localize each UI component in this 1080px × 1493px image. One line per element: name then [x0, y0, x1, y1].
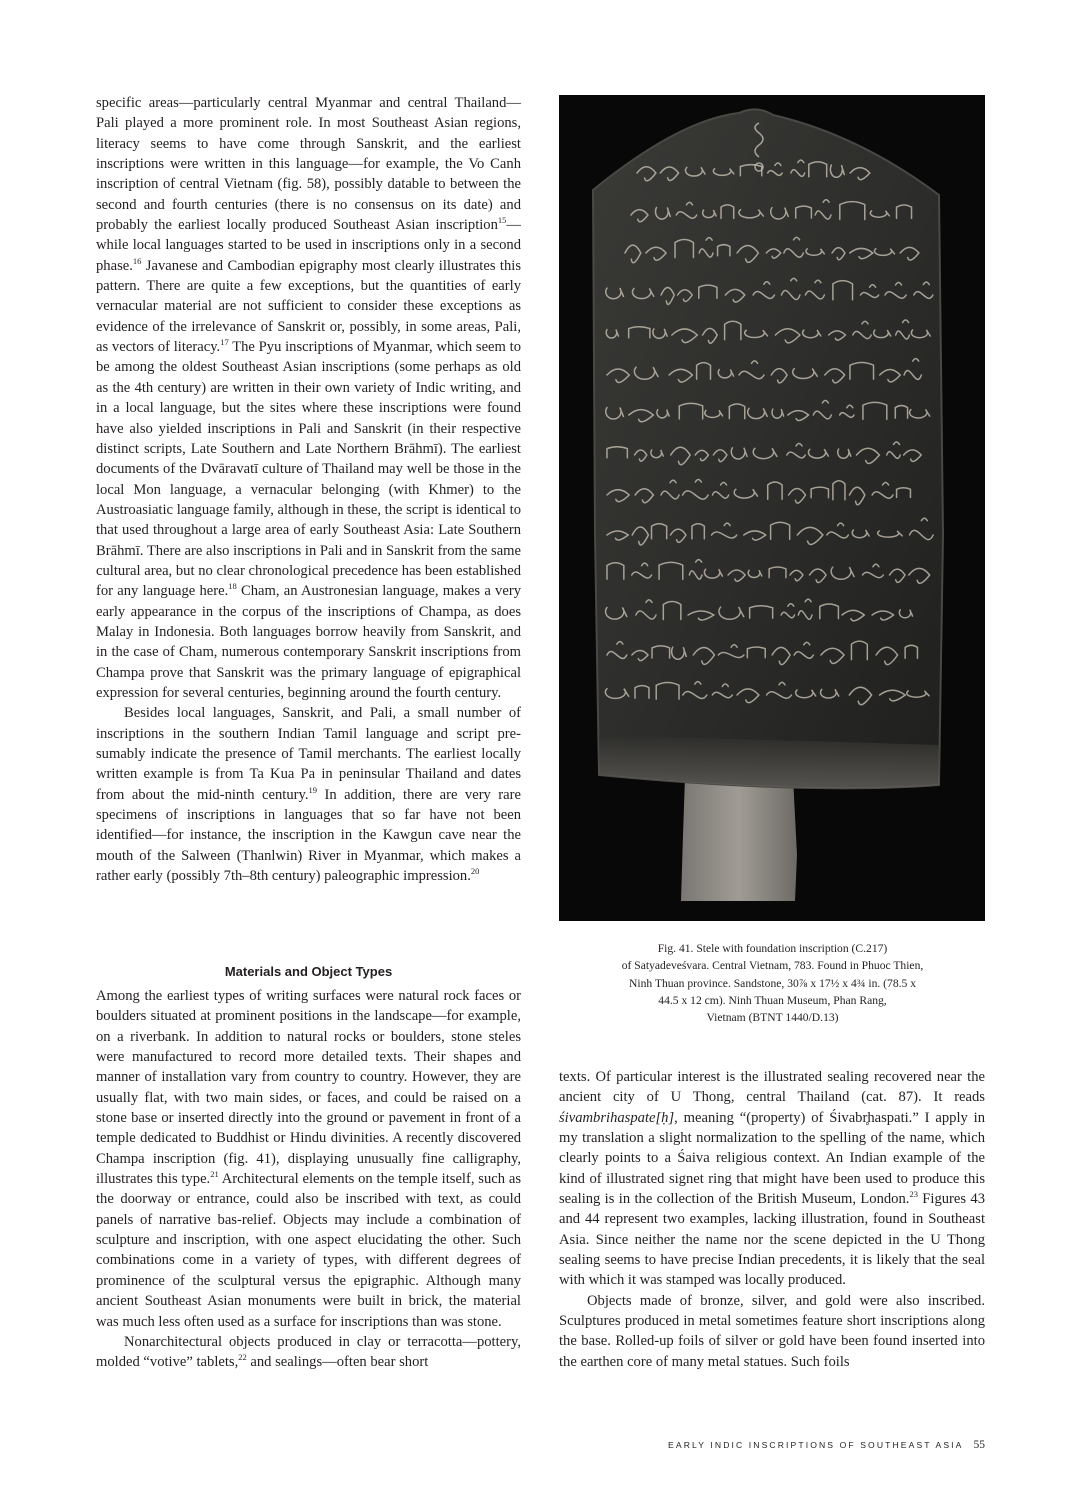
section-heading: Materials and Object Types [224, 964, 393, 979]
endnote-ref: 15 [497, 215, 507, 226]
endnote-ref: 20 [470, 866, 480, 877]
stele-photograph [559, 95, 985, 921]
caption-line: of Satyadeveśvara. Central Vietnam, 783. Found in Phuoc Thien, [621, 959, 924, 973]
page-number: 55 [973, 1439, 985, 1451]
figure-caption [575, 940, 970, 1026]
body-paragraph: texts. Of particular interest is the illustrated sealing recovered near the ancient city of U Thong, central Thailand (cat. 87). It reads śivambrihaspate[ḥ], meaning “(property) of Śivabr̥haspati.” I apply in my translation a slight normalization to the spelling of the name, which clearly points to a Śaiva religious context. An Indian example of the kind of illustrated signet ring that might have been used to produce this sealing is in the collection of the British Museum, London.$^{23}$ Figures 43 and 44 represent two examples, lacking illustration, found in Southeast Asia. Since neither the name nor the scene depicted in the U Thong sealing seems to have precise Indian precedents, it is likely that the seal with which it was stamped was locally produced. [559, 1069, 986, 1289]
body-paragraph: Nonarchitectural objects produced in clay or terracotta—pottery, molded “votive” tablets,$^{22}$ and sealings—often bear short [96, 1333, 521, 1371]
body-paragraph: Objects made of bronze, silver, and gold were also inscribed. Sculptures produced in metal sometimes feature short inscriptions along the base. Rolled-up foils of silver or gold have been found inserted into the earthen core of many metal statues. Such foils [559, 1292, 985, 1370]
endnote-ref: 16 [132, 255, 142, 266]
caption-line: Vietnam (BTNT 1440/D.13) [706, 1011, 839, 1025]
caption-line: Ninh Thuan province. Sandstone, 30⅞ x 17½ x 4¾ in. (78.5 x [628, 976, 917, 990]
endnote-ref: 22 [238, 1352, 247, 1363]
body-paragraph: specific areas—particularly central Myanmar and central Thailand—Pali played a more prominent role. In most Southeast Asian regions, literacy seems to have come through Sanskrit, and the earliest inscriptions were written in this language—for example, the Vo Canh inscription of central Vietnam (fig. 58), possibly datable to between the second and fourth centuries (there is no consensus on its date) and probably the earliest locally produced Southeast Asian inscription$^{15}$—while local languages started to be used in inscriptions only in a second phase.$^{16}$ Javanese and Cambodian epigraphy most clearly illustrates this pattern. There are quite a few exceptions, but the quantities of early vernacular material are not sufficient to consider these exceptions as evidence of the irrelevance of Sanskrit or, possibly, in some areas, Pali, as vectors of literacy.$^{17}$ The Pyu inscriptions of Myanmar, which seem to be among the oldest Southeast Asian inscriptions (some perhaps as old as the 4th century) are written in their own variety of Indic writing, and in a local language, but the sites where these inscriptions were found have also yielded inscriptions in Pali and Sanskrit (in their respective distinct scripts, Late Southern and Late Northern Brāhmī). The earliest documents of the Dvāravatī culture of Thailand may well be those in the local Mon language, a vernacular belonging (with Khmer) to the Austroasiatic language family, although in these, the script is identical to that used throughout a large area of early Southeast Asia: Late Southern Brāhmī. There are also inscriptions in Pali and in Sanskrit from the same cultural area, but no clear chronological precedence has been established for any language here.$^{18}$ Cham, an Austronesian language, makes a very early appearance in the corpus of the inscriptions of Champa, as does Malay in Indonesia. Both languages borrow heavily from Sanskrit, and in the case of Cham, numerous contemporary Sanskrit inscriptions from Champa prove that Sanskrit was the primary language of epigraphical expression for several centuries, beginning around the fourth century. [96, 95, 521, 701]
endnote-ref: 18 [228, 581, 237, 592]
caption-line: 44.5 x 12 cm). Ninh Thuan Museum, Phan Rang, [658, 993, 887, 1007]
caption-line: Fig. 41. Stele with foundation inscription (C.217) [657, 942, 888, 955]
running-head: EARLY INDIC INSCRIPTIONS OF SOUTHEAST ASIA [668, 1440, 964, 1450]
endnote-ref: 17 [220, 337, 229, 348]
body-paragraph: Besides local languages, Sanskrit, and Pali, a small number of inscriptions in the southern Indian Tamil language and script presumably indicate the presence of Tamil merchants. The earliest locally written example is from Ta Kua Pa in peninsular Thailand and dates from about the mid-ninth century.$^{19}$ In addition, there are very rare specimens of inscriptions in languages that so far have not been identified—for instance, the inscription in the Kawgun cave near the mouth of the Salween (Thanlwin) River in Myanmar, which makes a rather early (possibly 7th–8th century) paleographic impression.$^{20}$ [96, 705, 521, 885]
endnote-ref: 19 [308, 784, 317, 795]
right-column [559, 1067, 985, 1372]
left-column-bottom [96, 986, 521, 1373]
italic-transliteration: śivambrihaspate[ḥ] [559, 1109, 675, 1126]
left-column-top [96, 93, 521, 886]
body-paragraph: Among the earliest types of writing surfaces were natural rock faces or boulders situated at prominent positions in the landscape—for example, on a riverbank. In addition to natural rocks or boulders, stone steles were manufactured to record more detailed texts. Their shapes and manner of installation vary from country to country. However, they are usually flat, with two main sides, or faces, and could be raised on a stone base or inserted directly into the ground or pavement in front of a temple dedicated to Buddhist or Hindu divinities. A recently discovered Champa inscription (fig. 41), displaying unusually fine calligraphy, illustrates this type.$^{21}$ Architectural elements on the temple itself, such as the doorway or entrance, could also be inscribed with text, as could panels of narrative bas-relief. Objects may include a combination of sculpture and inscription, with one aspect elucidating the other. Such combinations come in a variety of types, with different degrees of prominence of the sculptural versus the epigraphic. Although many ancient Southeast Asian monuments were built in brick, the material was much less often used as a surface for inscriptions than was stone. [96, 988, 521, 1330]
endnote-ref: 23 [909, 1189, 918, 1200]
endnote-ref: 21 [210, 1169, 219, 1180]
stele-illustration [559, 95, 985, 921]
page-footer [560, 1435, 985, 1453]
